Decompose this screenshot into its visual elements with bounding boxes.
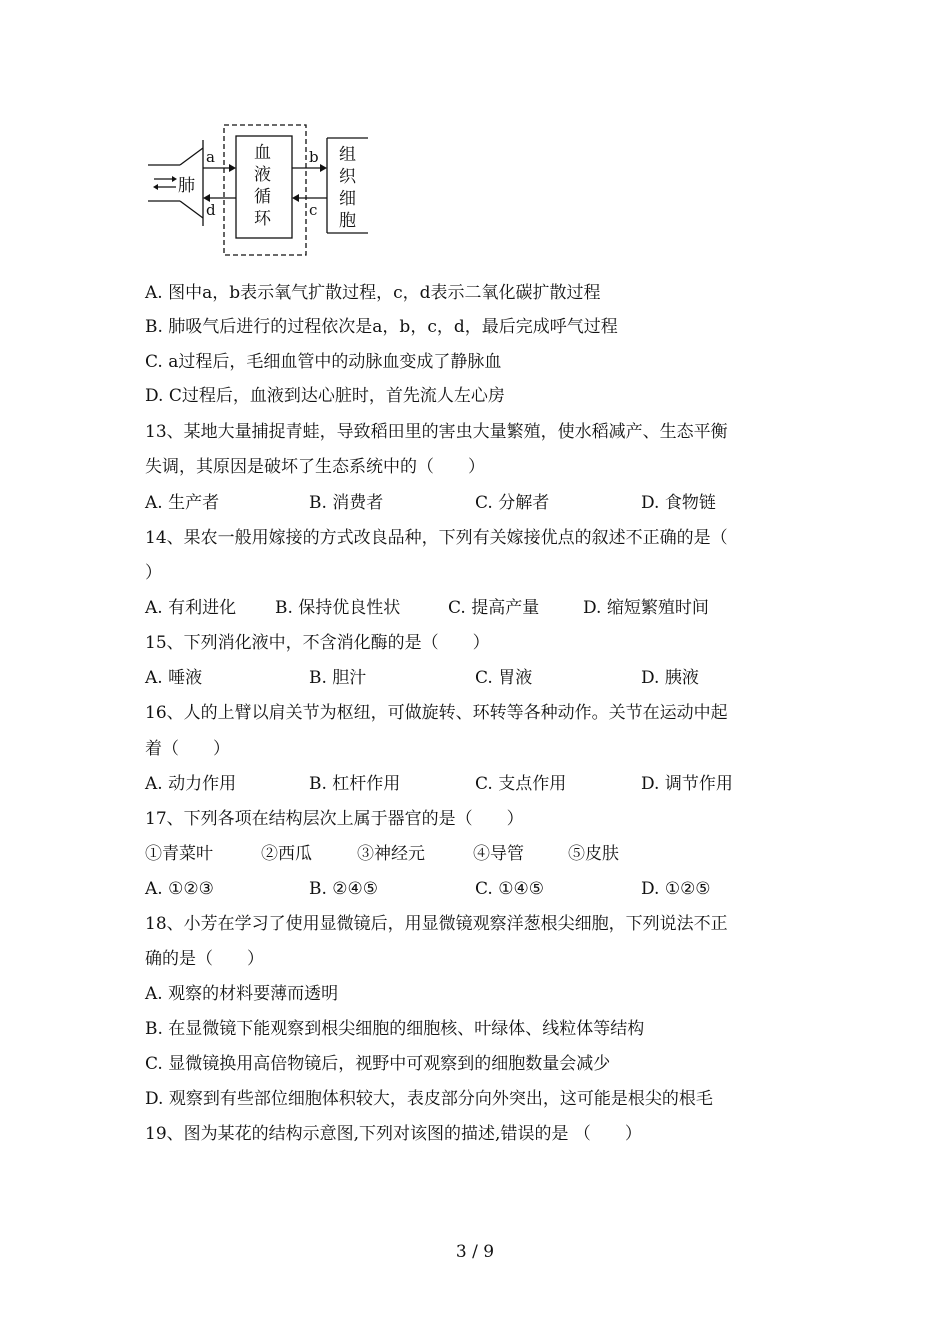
q18-option-d: D. 观察到有些部位细胞体积较大，表皮部分向外突出，这可能是根尖的根毛 [145, 1089, 713, 1109]
q14-option-a: A. 有利进化 [145, 598, 237, 618]
q17-item-1: ①青菜叶 [145, 844, 213, 864]
q18-stem-line2: 确的是（ ） [145, 949, 264, 969]
q14-stem-line1: 14、果农一般用嫁接的方式改良品种，下列有关嫁接优点的叙述不正确的是（ [145, 528, 728, 548]
q17-option-d: D. ①②⑤ [641, 879, 711, 899]
q12-option-c: C. a过程后，毛细血管中的动脉血变成了静脉血 [145, 352, 502, 372]
q17-stem: 17、下列各项在结构层次上属于器官的是（ ） [145, 809, 524, 829]
blood-char-3: 循 [254, 187, 271, 207]
label-c: c [309, 201, 318, 219]
q17-item-5: ⑤皮肤 [568, 844, 619, 864]
q12-option-a: A. 图中a，b表示氧气扩散过程，c，d表示二氧化碳扩散过程 [145, 283, 601, 303]
tissue-char-2: 织 [339, 167, 356, 187]
q14-option-c: C. 提高产量 [448, 598, 540, 618]
q17-item-3: ③神经元 [357, 844, 425, 864]
q15-stem: 15、下列消化液中，不含消化酶的是（ ） [145, 633, 490, 653]
q16-option-d: D. 调节作用 [641, 774, 733, 794]
blood-char-1: 血 [254, 143, 271, 163]
blood-char-4: 环 [254, 209, 271, 229]
q14-option-b: B. 保持优良性状 [275, 598, 401, 618]
label-b: b [309, 148, 319, 166]
q12-option-d: D. C过程后，血液到达心脏时，首先流人左心房 [145, 386, 505, 406]
label-d: d [206, 201, 216, 219]
lung-label: 肺 [178, 176, 195, 196]
page-number: 3 / 9 [455, 1242, 495, 1262]
q16-option-b: B. 杠杆作用 [309, 774, 401, 794]
q13-option-a: A. 生产者 [145, 493, 220, 513]
q15-option-d: D. 胰液 [641, 668, 699, 688]
q16-option-c: C. 支点作用 [475, 774, 567, 794]
q18-option-b: B. 在显微镜下能观察到根尖细胞的细胞核、叶绿体、线粒体等结构 [145, 1019, 645, 1039]
q16-stem-line1: 16、人的上臂以肩关节为枢纽，可做旋转、环转等各种动作。关节在运动中起 [145, 703, 728, 723]
q17-item-2: ②西瓜 [261, 844, 312, 864]
q13-option-c: C. 分解者 [475, 493, 550, 513]
tissue-char-3: 细 [339, 189, 356, 209]
tissue-char-4: 胞 [339, 211, 356, 231]
tissue-char-1: 组 [339, 145, 356, 165]
label-a: a [206, 148, 215, 166]
q15-option-b: B. 胆汁 [309, 668, 367, 688]
q17-option-b: B. ②④⑤ [309, 879, 379, 899]
q14-stem-line2: ） [145, 563, 162, 583]
q17-option-a: A. ①②③ [145, 879, 214, 899]
q15-option-a: A. 唾液 [145, 668, 203, 688]
q18-option-a: A. 观察的材料要薄而透明 [145, 984, 339, 1004]
q13-stem-line2: 失调，其原因是破坏了生态系统中的（ ） [145, 457, 485, 477]
q19-stem: 19、图为某花的结构示意图,下列对该图的描述,错误的是 （ ） [145, 1124, 642, 1144]
q13-stem-line1: 13、某地大量捕捉青蛙，导致稻田里的害虫大量繁殖，使水稻减产、生态平衡 [145, 422, 728, 442]
q17-option-c: C. ①④⑤ [475, 879, 544, 899]
q13-option-d: D. 食物链 [641, 493, 716, 513]
q16-option-a: A. 动力作用 [145, 774, 237, 794]
q14-option-d: D. 缩短繁殖时间 [583, 598, 709, 618]
q18-stem-line1: 18、小芳在学习了使用显微镜后，用显微镜观察洋葱根尖细胞，下列说法不正 [145, 914, 728, 934]
q15-option-c: C. 胃液 [475, 668, 533, 688]
q18-option-c: C. 显微镜换用高倍物镜后，视野中可观察到的细胞数量会减少 [145, 1054, 611, 1074]
q17-item-4: ④导管 [473, 844, 524, 864]
blood-char-2: 液 [254, 165, 271, 185]
gas-exchange-svg [140, 118, 380, 263]
q12-option-b: B. 肺吸气后进行的过程依次是a，b，c，d，最后完成呼气过程 [145, 317, 618, 337]
q16-stem-line2: 着（ ） [145, 739, 230, 759]
q13-option-b: B. 消费者 [309, 493, 384, 513]
gas-exchange-diagram [140, 118, 380, 263]
